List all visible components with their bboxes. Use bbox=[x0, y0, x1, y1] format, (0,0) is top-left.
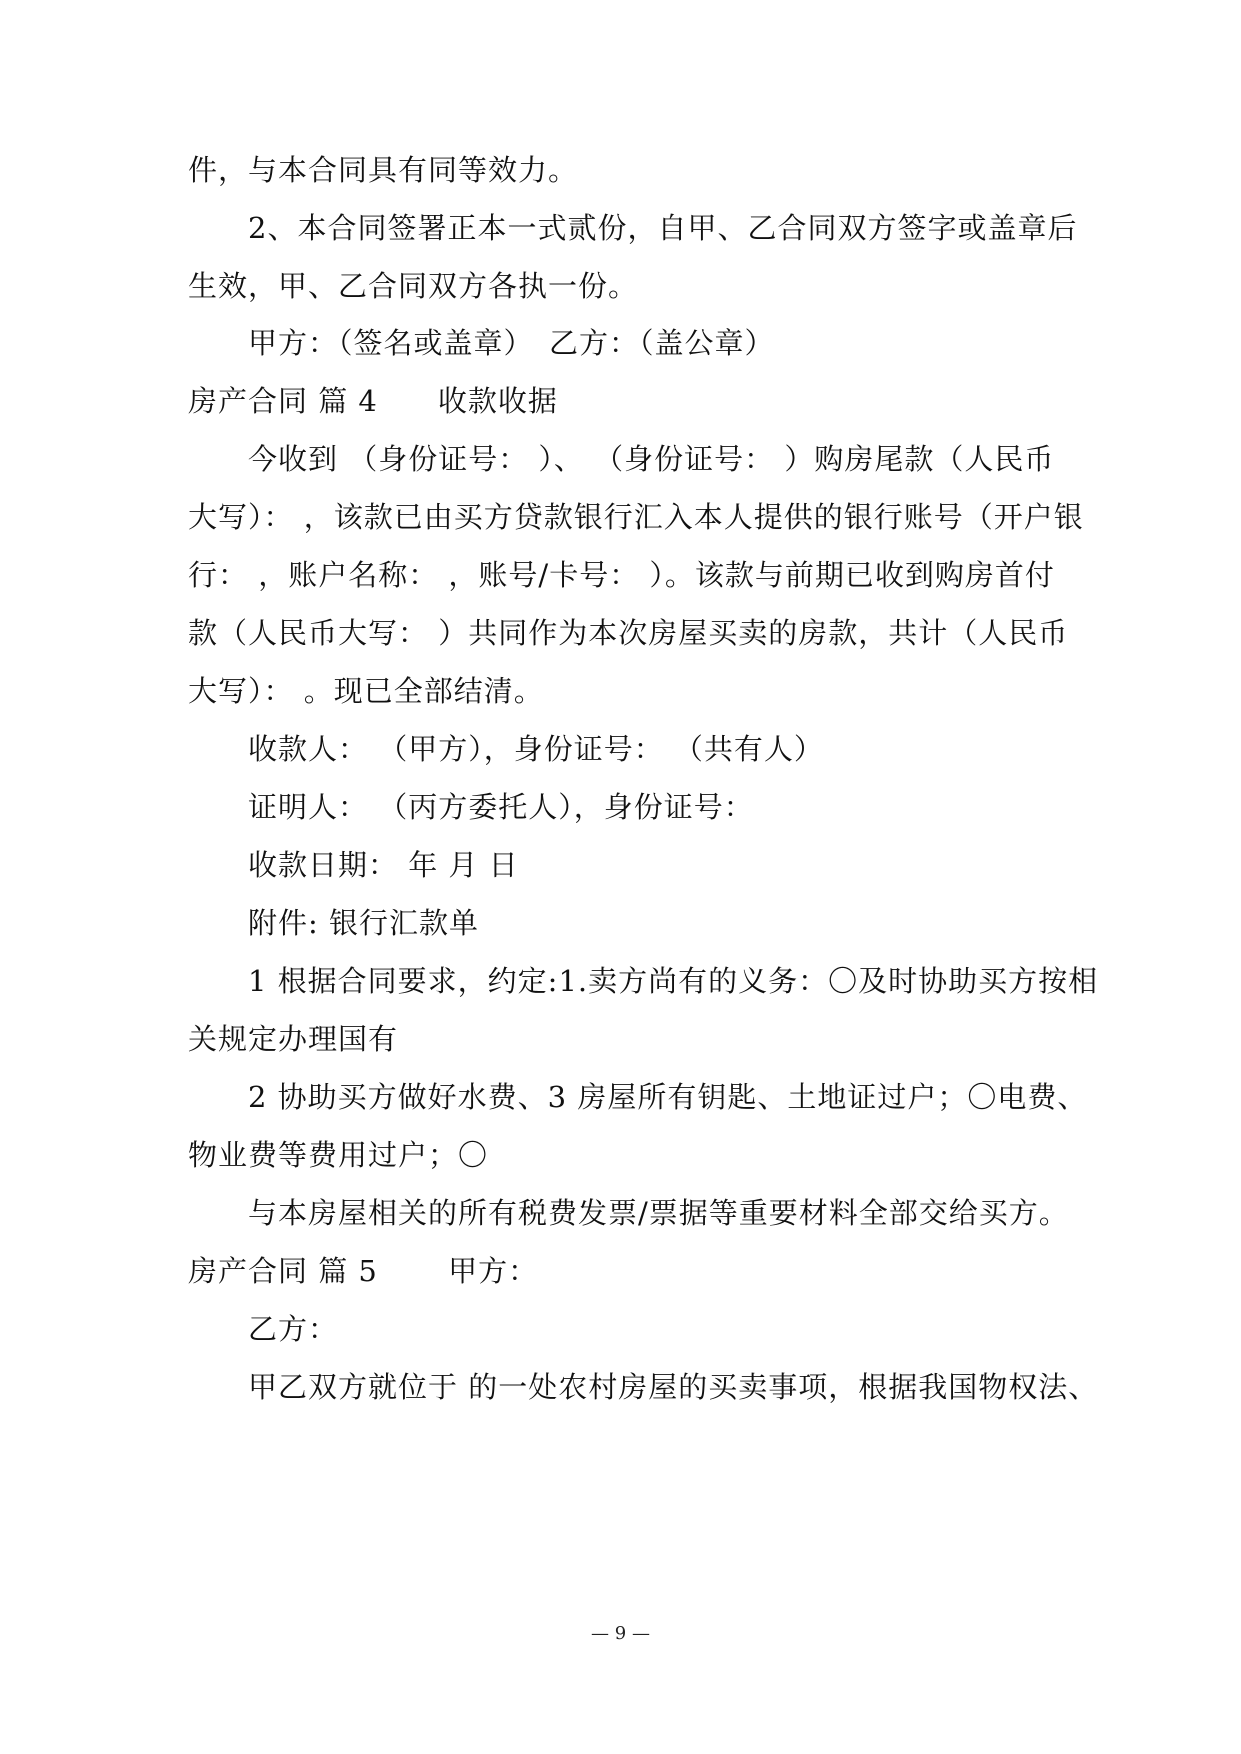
text-line-15: 1 根据合同要求，约定:1.卖方尚有的义务：〇及时协助买方按相 bbox=[248, 964, 1099, 998]
text-line-22: 甲乙双方就位于 的一处农村房屋的买卖事项，根据我国物权法、 bbox=[248, 1370, 1099, 1404]
attachment-line: 附件: 银行汇款单 bbox=[248, 906, 479, 940]
text-line-17: 2 协助买方做好水费、3 房屋所有钥匙、土地证过户；〇电费、 bbox=[248, 1080, 1088, 1114]
text-line-8: 行： ，账户名称： ，账号/卡号： ）。该款与前期已收到购房首付 bbox=[188, 558, 1055, 592]
text-line-16: 关规定办理国有 bbox=[188, 1022, 399, 1056]
text-line-18: 物业费等费用过户；〇 bbox=[188, 1138, 489, 1172]
text-line-19: 与本房屋相关的所有税费发票/票据等重要材料全部交给买方。 bbox=[248, 1196, 1069, 1230]
date-line: 收款日期： 年 月 日 bbox=[248, 848, 519, 882]
page-number: — 9 — bbox=[591, 1623, 650, 1644]
text-line-6: 今收到 （身份证号： ）、 （身份证号： ）购房尾款（人民币 bbox=[248, 442, 1055, 476]
text-line-3: 生效，甲、乙合同双方各执一份。 bbox=[188, 269, 639, 303]
section-heading-5: 房产合同 篇 5 甲方： bbox=[188, 1254, 539, 1288]
signature-line: 甲方：（签名或盖章） 乙方：（盖公章） bbox=[248, 326, 775, 360]
payee-line: 收款人： （甲方），身份证号： （共有人） bbox=[248, 732, 824, 766]
text-line-10: 大写）： 。现已全部结清。 bbox=[188, 674, 544, 708]
section-heading-4: 房产合同 篇 4 收款收据 bbox=[188, 384, 558, 418]
text-line-9: 款（人民币大写： ）共同作为本次房屋买卖的房款，共计（人民币 bbox=[188, 616, 1069, 650]
witness-line: 证明人： （丙方委托人），身份证号： bbox=[248, 790, 754, 824]
party-b-line: 乙方： bbox=[248, 1312, 339, 1346]
text-line-1: 件，与本合同具有同等效力。 bbox=[188, 153, 579, 187]
text-line-7: 大写）： ，该款已由买方贷款银行汇入本人提供的银行账号（开户银 bbox=[188, 500, 1084, 534]
text-line-2: 2、本合同签署正本一式贰份，自甲、乙合同双方签字或盖章后 bbox=[248, 211, 1078, 245]
